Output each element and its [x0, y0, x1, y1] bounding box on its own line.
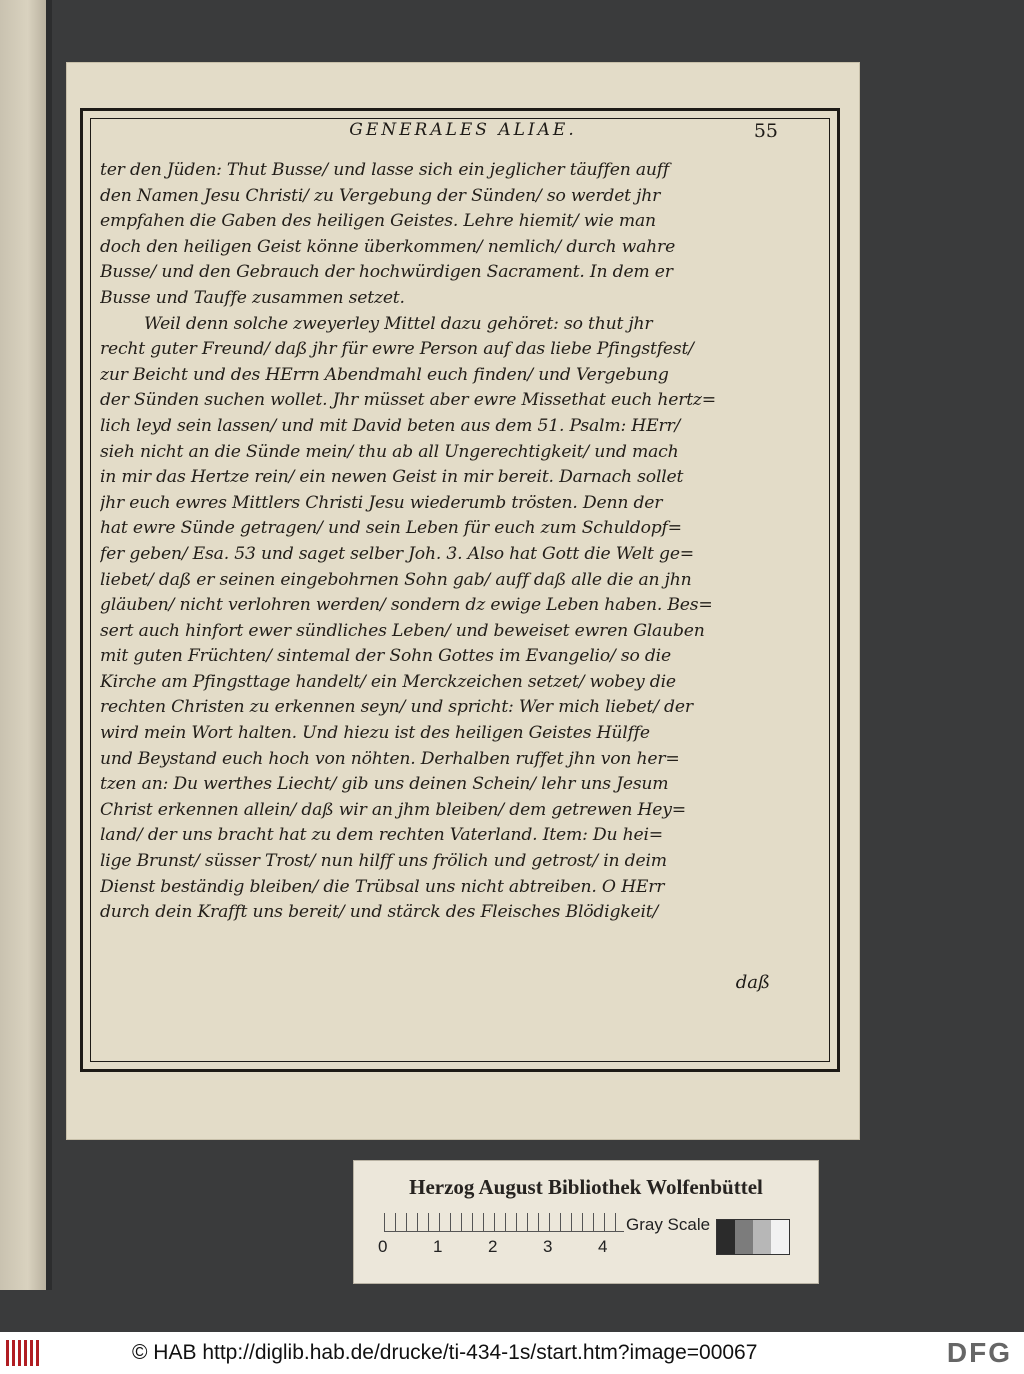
text-line: der Sünden suchen wollet. Jhr müsset aber ewre Missethat euch hertz=	[100, 390, 716, 411]
text-line: den Namen Jesu Christi/ zu Vergebung der Sünden/ so werdet jhr	[100, 185, 661, 206]
page-number: 55	[753, 120, 778, 142]
text-line: hat ewre Sünde getragen/ und sein Leben für euch zum Schuldopf=	[100, 518, 682, 539]
footer-bar	[0, 1332, 1024, 1374]
scale-number: 0	[378, 1237, 388, 1256]
running-head: GENERALES ALIAE.	[349, 120, 577, 140]
gray-scale-swatches	[716, 1219, 790, 1255]
text-line: Weil denn solche zweyerley Mittel dazu gehöret: so thut jhr	[144, 313, 653, 334]
scale-number: 3	[543, 1237, 553, 1256]
text-line: sieh nicht an die Sünde mein/ thu ab all Ungerechtigkeit/ und mach	[100, 441, 679, 462]
gutter-shadow	[46, 0, 52, 1290]
text-line: tzen an: Du werthes Liecht/ gib uns deinen Schein/ lehr uns Jesum	[100, 774, 669, 795]
text-line: lige Brunst/ süsser Trost/ nun hilff uns frölich und getrost/ in deim	[100, 851, 667, 872]
gray-scale-label: Gray Scale	[626, 1215, 711, 1234]
text-line: ter den Jüden: Thut Busse/ und lasse sich ein jeglicher täuffen auff	[100, 160, 670, 180]
gray-swatch	[753, 1220, 771, 1254]
scale-number: 4	[598, 1237, 608, 1256]
text-line: und Beystand euch hoch von nöhten. Derhalben ruffet jhn von her=	[100, 748, 680, 769]
text-line: in mir das Hertze rein/ ein newen Geist in mir bereit. Darnach sollet	[100, 467, 684, 488]
text-line: mit guten Früchten/ sintemal der Sohn Gottes im Evangelio/ so die	[100, 646, 671, 667]
hab-logo-icon	[6, 1340, 42, 1366]
gray-swatch	[717, 1220, 735, 1254]
body-text	[100, 158, 812, 926]
gray-swatch	[771, 1220, 789, 1254]
library-name: Herzog August Bibliothek Wolfenbüttel	[409, 1175, 763, 1199]
text-line: Kirche am Pfingsttage handelt/ ein Merckzeichen setzet/ wobey die	[100, 671, 676, 692]
text-line: land/ der uns bracht hat zu dem rechten Vaterland. Item: Du hei=	[100, 825, 663, 846]
text-line: Busse und Tauffe zusammen setzet.	[100, 287, 405, 308]
previous-page-edge	[0, 0, 46, 1290]
text-line: sert auch hinfort ewer sündliches Leben/ und beweiset ewren Glauben	[100, 620, 705, 641]
text-line: gläuben/ nicht verlohren werden/ sondern dz ewige Leben haben. Bes=	[100, 595, 713, 616]
footer-url[interactable]: © HAB http://diglib.hab.de/drucke/ti-434-1s/start.htm?image=00067	[132, 1341, 758, 1364]
text-line: empfahen die Gaben des heiligen Geistes. Lehre hiemit/ wie man	[100, 211, 656, 232]
text-line: rechten Christen zu erkennen seyn/ und spricht: Wer mich liebet/ der	[100, 697, 693, 718]
scale-number: 2	[488, 1237, 498, 1256]
dfg-logo: DFG	[946, 1337, 1012, 1368]
text-line: Busse/ und den Gebrauch der hochwürdigen Sacrament. In dem er	[100, 262, 673, 283]
text-line: wird mein Wort halten. Und hiezu ist des heiligen Geistes Hülffe	[100, 723, 650, 744]
text-line: Dienst beständig bleiben/ die Trübsal uns nicht abtreiben. O HErr	[100, 876, 665, 897]
text-line: liebet/ daß er seinen eingebohrnen Sohn gab/ auff daß alle die an jhn	[100, 569, 692, 590]
text-line: durch dein Krafft uns bereit/ und stärck des Fleisches Blödigkeit/	[100, 902, 659, 923]
text-line: zur Beicht und des HErrn Abendmahl euch finden/ und Vergebung	[100, 364, 669, 385]
text-line: doch den heiligen Geist könne überkommen/ nemlich/ durch wahre	[100, 236, 676, 257]
catchword: daß	[735, 972, 770, 993]
text-line: lich leyd sein lassen/ und mit David beten aus dem 51. Psalm: HErr/	[100, 415, 681, 436]
scale-numbers	[378, 1237, 638, 1261]
text-line: jhr euch ewres Mittlers Christi Jesu wiederumb trösten. Denn der	[100, 492, 663, 513]
gray-swatch	[735, 1220, 753, 1254]
library-label	[353, 1160, 819, 1284]
scale-ruler	[384, 1213, 624, 1232]
text-line: fer geben/ Esa. 53 und saget selber Joh. 3. Also hat Gott die Welt ge=	[100, 543, 695, 564]
scanned-page	[66, 62, 860, 1140]
text-line: Christ erkennen allein/ daß wir an jhm bleiben/ dem getrewen Hey=	[100, 799, 686, 820]
text-line: recht guter Freund/ daß jhr für ewre Person auf das liebe Pfingstfest/	[100, 339, 694, 360]
scale-number: 1	[433, 1237, 443, 1256]
